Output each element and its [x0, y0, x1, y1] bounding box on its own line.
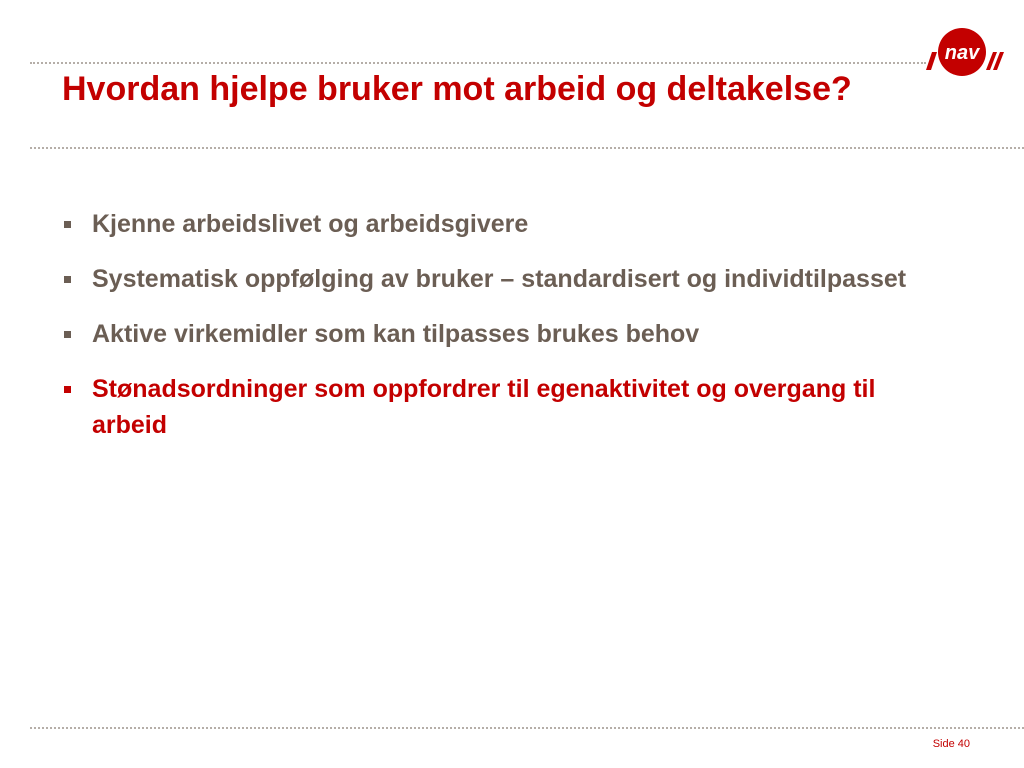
title-divider — [30, 147, 1024, 149]
bullet-item — [62, 261, 922, 297]
bullet-list — [62, 206, 922, 462]
bullet-marker-icon — [64, 331, 71, 338]
slide-title: Hvordan hjelpe bruker mot arbeid og deltakelse? — [62, 70, 852, 108]
page-number: Side 40 — [932, 738, 970, 750]
bullet-text: Systematisk oppfølging av bruker – standardisert og individtilpasset — [92, 265, 907, 293]
nav-logo-icon — [924, 26, 1014, 82]
bullet-item-highlighted — [62, 371, 922, 443]
bullet-marker-icon — [64, 386, 71, 393]
footer-divider — [30, 727, 1024, 729]
bullet-text: Aktive virkemidler som kan tilpasses brukes behov — [92, 320, 700, 348]
bullet-marker-icon — [64, 276, 71, 283]
bullet-item — [62, 206, 922, 242]
bullet-item — [62, 316, 922, 352]
bullet-marker-icon — [64, 221, 71, 228]
bullet-text: Stønadsordninger som oppfordrer til egenaktivitet og overgang til arbeid — [92, 375, 876, 439]
top-divider — [30, 62, 926, 64]
svg-text:nav: nav — [944, 42, 980, 64]
bullet-text: Kjenne arbeidslivet og arbeidsgivere — [92, 210, 529, 238]
